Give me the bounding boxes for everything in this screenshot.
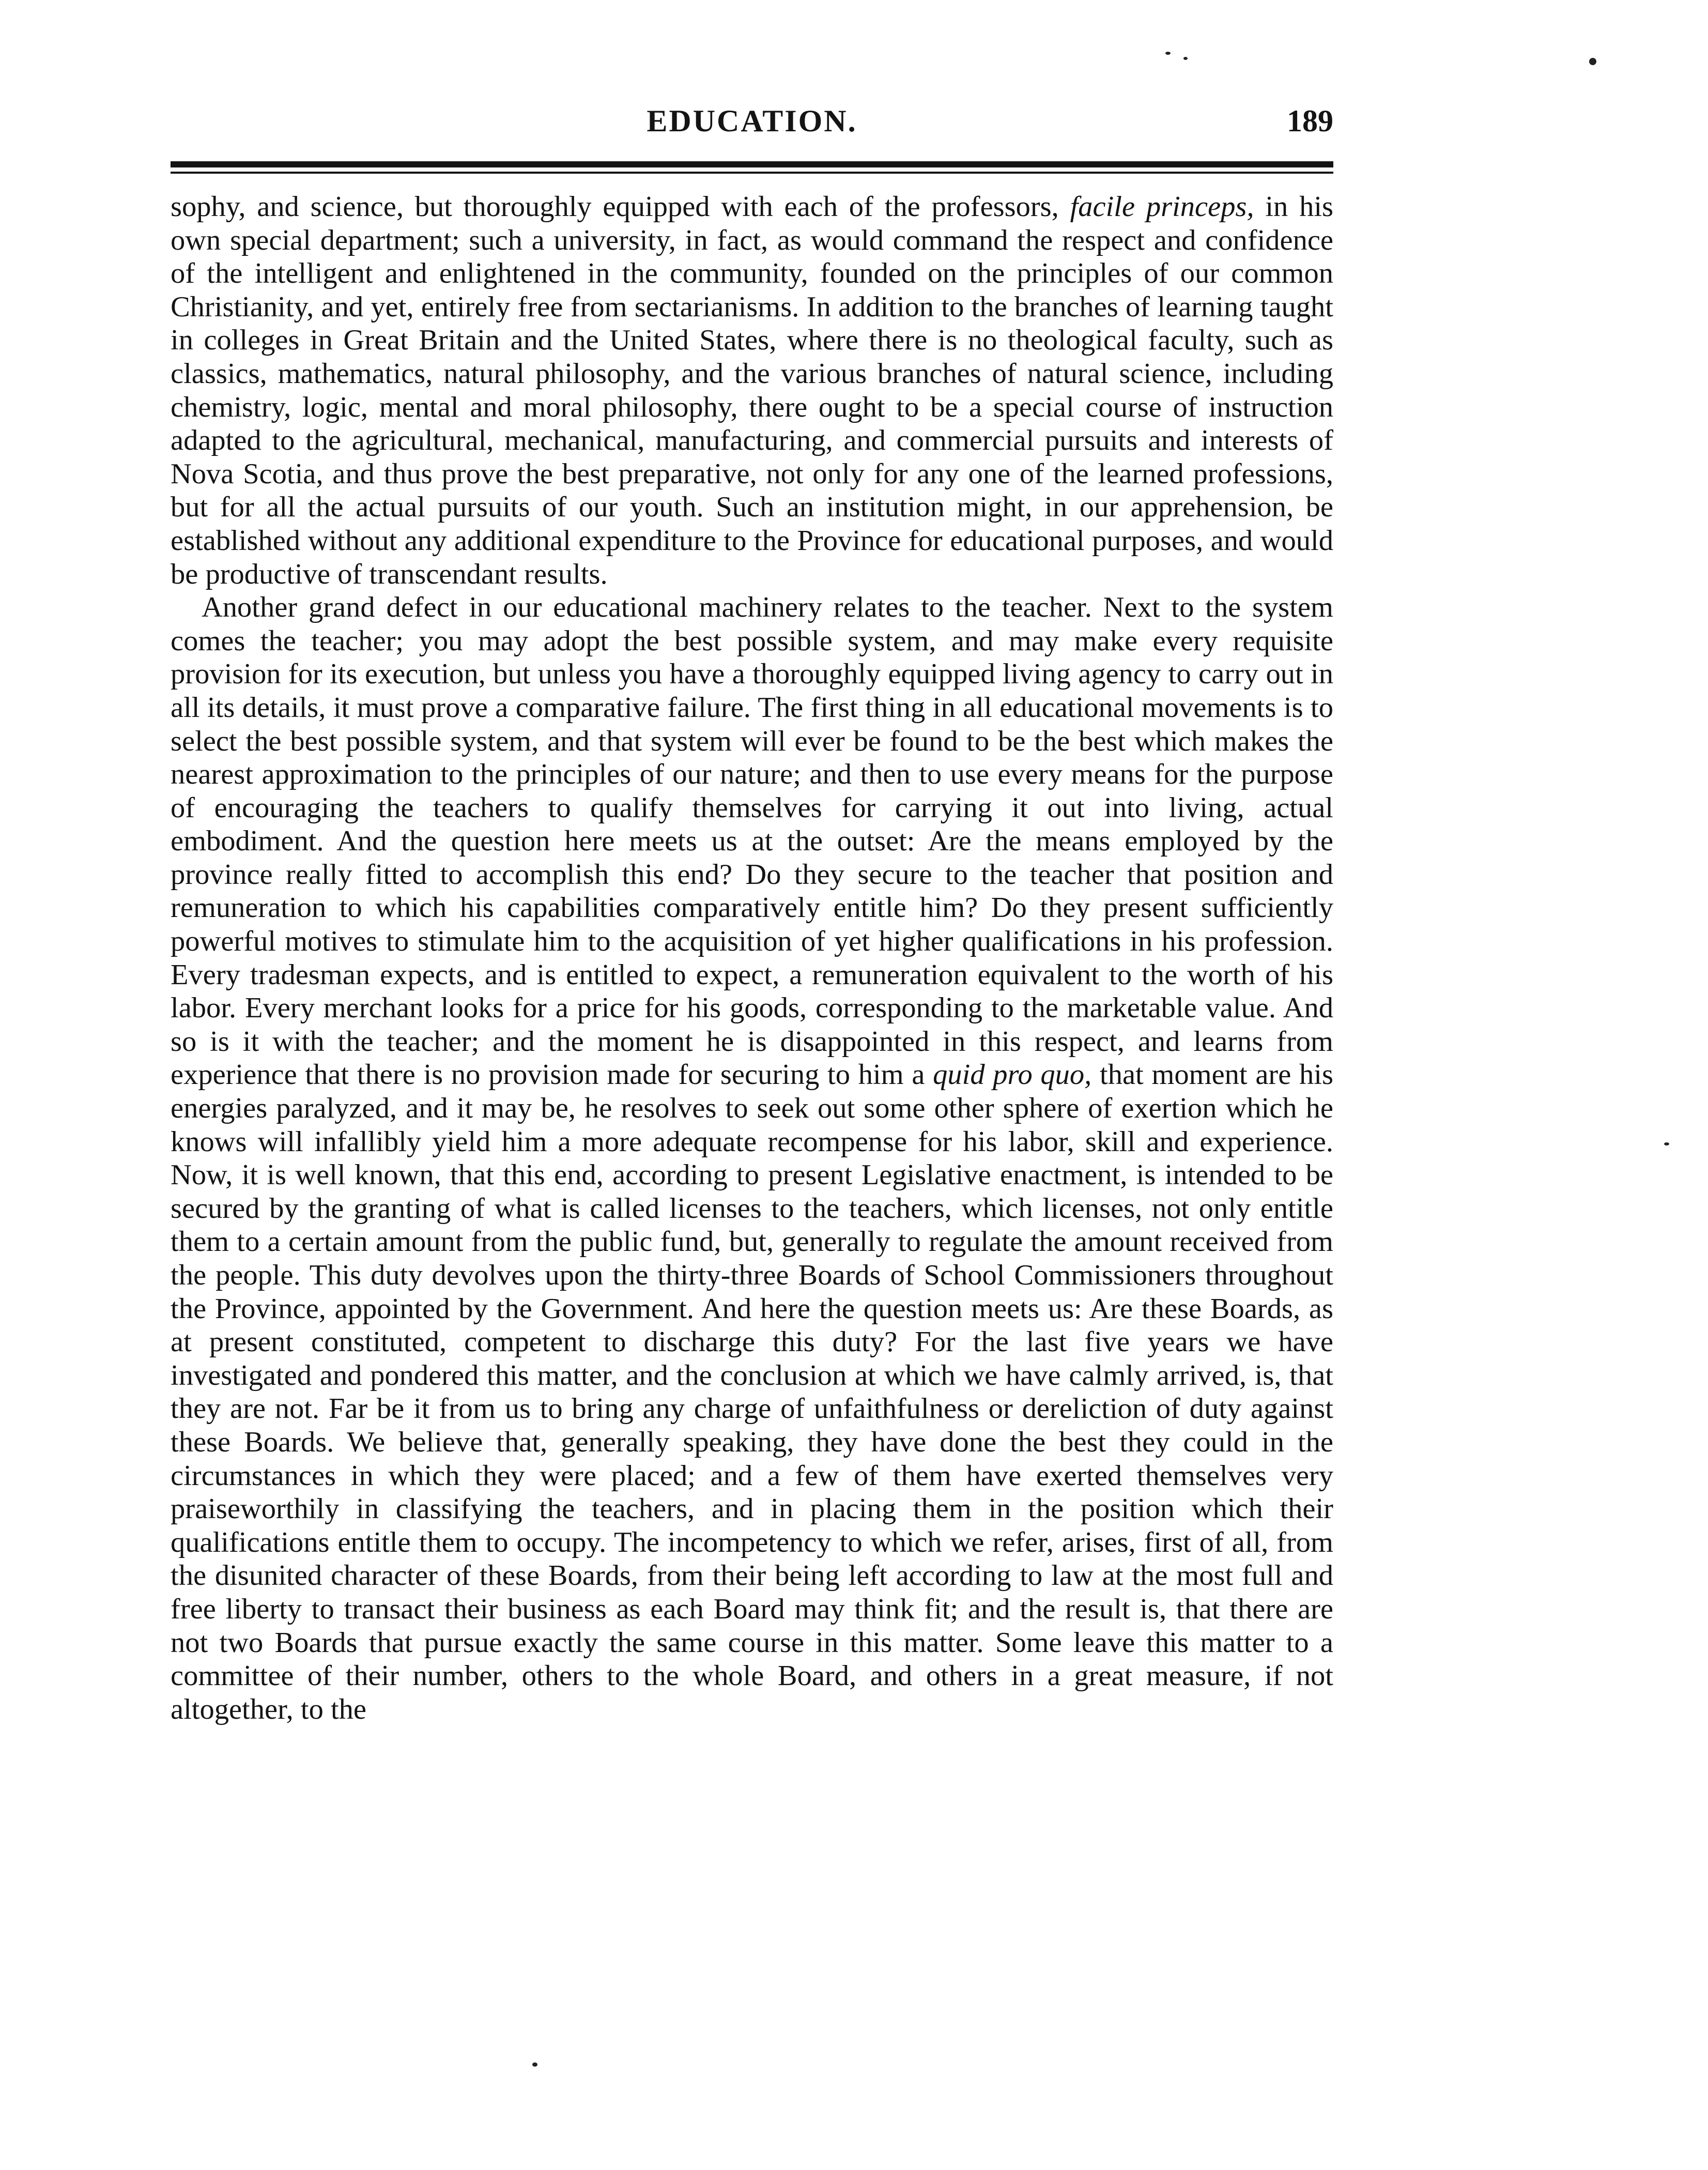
running-title: EDUCATION. xyxy=(647,104,857,138)
paragraph-text: that moment are his energies paralyzed, and it may be, he resolves to seek out some other sphere of exertion which he knows will infallibly yield him a more adequate recompense for his labor, skill and experience. Now, it is well known, that this end, according to present Legislative enactment, is intended to be secured by the granting of what is called licenses to the teachers, which licenses, not only entitle them to a certain amount from the public fund, but, generally to regulate the amount received from the people. This duty devolves upon the thirty-three Boards of School Commissioners throughout the Province, appointed by the Government. And here the question meets us: Are these Boards, as at present constituted, competent to discharge this duty? For the last five years we have investigated and pondered this matter, and the conclusion at which we have calmly arrived, is, that they are not. Far be it from us to bring any charge of unfaithfulness or dereliction of duty against these Boards. We believe that, generally speaking, they have done the best they could in the circumstances in which they were placed; and a few of them have exerted themselves very praiseworthily in classifying the teachers, and in placing them in the position which their qualifications entitle them to occupy. The incompetency to which we refer, arises, first of all, from the disunited character of these Boards, from their being left according to law at the most full and free liberty to transact their business as each Board may think fit; and the result is, that there are not two Boards that pursue exactly the same course in this matter. Some leave this matter to a committee of their number, others to the whole Board, and others in a great measure, if not altogether, to the xyxy=(171,1059,1333,1725)
page-number: 189 xyxy=(1287,104,1333,138)
scan-speck xyxy=(1183,57,1188,60)
paragraph-text: Another grand defect in our educational machinery relates to the teacher. Next to the system comes the teacher; you may adopt the best possible system, and may make every requisite provision for its execution, but unless you have a thoroughly equipped living agency to carry out in all its details, it must prove a comparative failure. The first thing in all educational movements is to select the best possible system, and that system will ever be found to be the best which makes the nearest approximation to the principles of our nature; and then to use every means for the purpose of encouraging the teachers to qualify themselves for carrying it out into living, actual embodiment. And the question here meets us at the outset: Are the means employed by the province really fitted to accomplish this end? Do they secure to the teacher that position and remuneration to which his capabilities comparatively entitle him? Do they present sufficiently powerful motives to stimulate him to the acquisition of yet higher qualifications in his profession. Every tradesman expects, and is entitled to expect, a remuneration equivalent to the worth of his labor. Every merchant looks for a price for his goods, corresponding to the marketable value. And so is it with the teacher; and the moment he is disappointed in this respect, and learns from experience that there is no provision made for securing to him a xyxy=(171,591,1333,1091)
scan-speck xyxy=(1589,58,1596,65)
body-text xyxy=(171,190,1333,1726)
scan-speck xyxy=(1664,1142,1669,1145)
italic-phrase: quid pro quo, xyxy=(933,1059,1092,1091)
scan-speck xyxy=(532,2062,537,2067)
page-header xyxy=(171,103,1333,160)
header-rule-thick xyxy=(171,161,1333,167)
paragraph-continuation xyxy=(171,190,1333,591)
italic-phrase: facile princeps, xyxy=(1070,191,1254,223)
header-rule-thin xyxy=(171,172,1333,174)
scan-speck xyxy=(1165,52,1171,55)
paragraph-teacher xyxy=(171,591,1333,1726)
paragraph-text: sophy, and science, but thoroughly equipped with each of the professors, xyxy=(171,191,1070,223)
paragraph-text: in his own special department; such a university, in fact, as would command the respect and confidence of the intelligent and enlightened in the community, founded on the principles of our common Christianity, and yet, entirely free from sectarianisms. In addition to the branches of learning taught in colleges in Great Britain and the United States, where there is no theological faculty, such as classics, mathematics, natural philosophy, and the various branches of natural science, including chemistry, logic, mental and moral philosophy, there ought to be a special course of instruction adapted to the agricultural, mechanical, manufacturing, and commercial pursuits and interests of Nova Scotia, and thus prove the best preparative, not only for any one of the learned professions, but for all the actual pursuits of our youth. Such an institution might, in our apprehension, be established without any additional expenditure to the Province for educational purposes, and would be productive of transcendant results. xyxy=(171,191,1333,590)
